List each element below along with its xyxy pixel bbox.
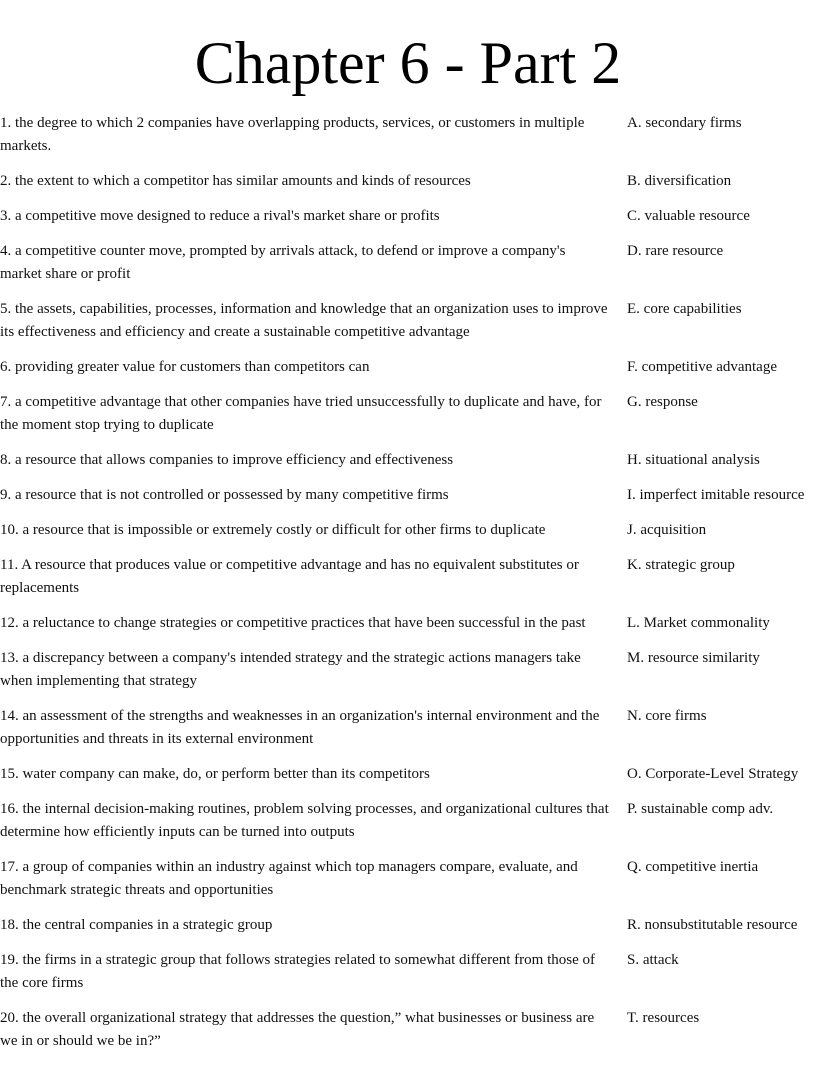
- list-item: [0, 763, 816, 786]
- answer-option: F. competitive advantage: [627, 359, 777, 375]
- question-text: 14. an assessment of the strengths and weaknesses in an organization's internal environment and the opportunities and threats in its external environment: [0, 708, 600, 747]
- answer-option: S. attack: [627, 952, 679, 968]
- question-text: 8. a resource that allows companies to improve efficiency and effectiveness: [0, 452, 454, 468]
- answer-option: I. imperfect imitable resource: [627, 487, 805, 503]
- question-text: 20. the overall organizational strategy that addresses the question,” what businesses or business are we in or should we be in?”: [0, 1010, 595, 1049]
- answer-option: L. Market commonality: [627, 615, 770, 631]
- answer-option: M. resource similarity: [627, 650, 760, 666]
- list-item: [0, 519, 816, 542]
- list-item: [0, 484, 816, 507]
- question-text: 16. the internal decision-making routines, problem solving processes, and organizational cultures that determine how efficiently inputs can be turned into outputs: [0, 801, 609, 840]
- matching-list: [0, 112, 816, 1065]
- answer-option: N. core firms: [627, 708, 707, 724]
- list-item: [0, 612, 816, 635]
- list-item: [0, 205, 816, 228]
- list-item: [0, 170, 816, 193]
- answer-option: K. strategic group: [627, 557, 735, 573]
- answer-option: J. acquisition: [627, 522, 707, 538]
- question-text: 7. a competitive advantage that other companies have tried unsuccessfully to duplicate and have, for the moment stop trying to duplicate: [0, 394, 602, 433]
- question-text: 2. the extent to which a competitor has similar amounts and kinds of resources: [0, 173, 471, 189]
- list-item: [0, 647, 816, 693]
- list-item: [0, 112, 816, 158]
- question-text: 1. the degree to which 2 companies have overlapping products, services, or customers in multiple markets.: [0, 115, 585, 154]
- answer-option: E. core capabilities: [627, 301, 742, 317]
- list-item: [0, 391, 816, 437]
- question-text: 17. a group of companies within an industry against which top managers compare, evaluate, and benchmark strategic threats and opportunities: [0, 859, 578, 898]
- question-text: 11. A resource that produces value or competitive advantage and has no equivalent substitutes or replacements: [0, 557, 579, 596]
- question-text: 9. a resource that is not controlled or possessed by many competitive firms: [0, 487, 449, 503]
- list-item: [0, 449, 816, 472]
- list-item: [0, 856, 816, 902]
- question-text: 15. water company can make, do, or perform better than its competitors: [0, 766, 430, 782]
- answer-option: O. Corporate-Level Strategy: [627, 766, 799, 782]
- question-text: 18. the central companies in a strategic group: [0, 917, 273, 933]
- answer-option: T. resources: [627, 1010, 700, 1026]
- page-title: Chapter 6 - Part 2: [194, 30, 622, 96]
- list-item: [0, 1007, 816, 1053]
- question-text: 5. the assets, capabilities, processes, information and knowledge that an organization uses to improve its effectiveness and efficiency and create a sustainable competitive advantage: [0, 301, 608, 340]
- answer-option: P. sustainable comp adv.: [627, 801, 774, 817]
- answer-option: D. rare resource: [627, 243, 724, 259]
- answer-option: B. diversification: [627, 173, 732, 189]
- question-text: 10. a resource that is impossible or extremely costly or difficult for other firms to duplicate: [0, 522, 546, 538]
- list-item: [0, 705, 816, 751]
- answer-option: G. response: [627, 394, 698, 410]
- question-text: 13. a discrepancy between a company's intended strategy and the strategic actions managers take when implementing that strategy: [0, 650, 581, 689]
- list-item: [0, 356, 816, 379]
- list-item: [0, 554, 816, 600]
- list-item: [0, 298, 816, 344]
- answer-option: H. situational analysis: [627, 452, 760, 468]
- answer-option: A. secondary firms: [627, 115, 742, 131]
- list-item: [0, 914, 816, 937]
- answer-option: C. valuable resource: [627, 208, 750, 224]
- question-text: 19. the firms in a strategic group that follows strategies related to somewhat different from those of the core firms: [0, 952, 595, 991]
- list-item: [0, 949, 816, 995]
- question-text: 12. a reluctance to change strategies or competitive practices that have been successful in the past: [0, 615, 586, 631]
- answer-option: Q. competitive inertia: [627, 859, 759, 875]
- question-text: 4. a competitive counter move, prompted by arrivals attack, to defend or improve a company's market share or profit: [0, 243, 566, 282]
- list-item: [0, 798, 816, 844]
- answer-option: R. nonsubstitutable resource: [627, 917, 798, 933]
- list-item: [0, 240, 816, 286]
- question-text: 6. providing greater value for customers than competitors can: [0, 359, 370, 375]
- question-text: 3. a competitive move designed to reduce a rival's market share or profits: [0, 208, 440, 224]
